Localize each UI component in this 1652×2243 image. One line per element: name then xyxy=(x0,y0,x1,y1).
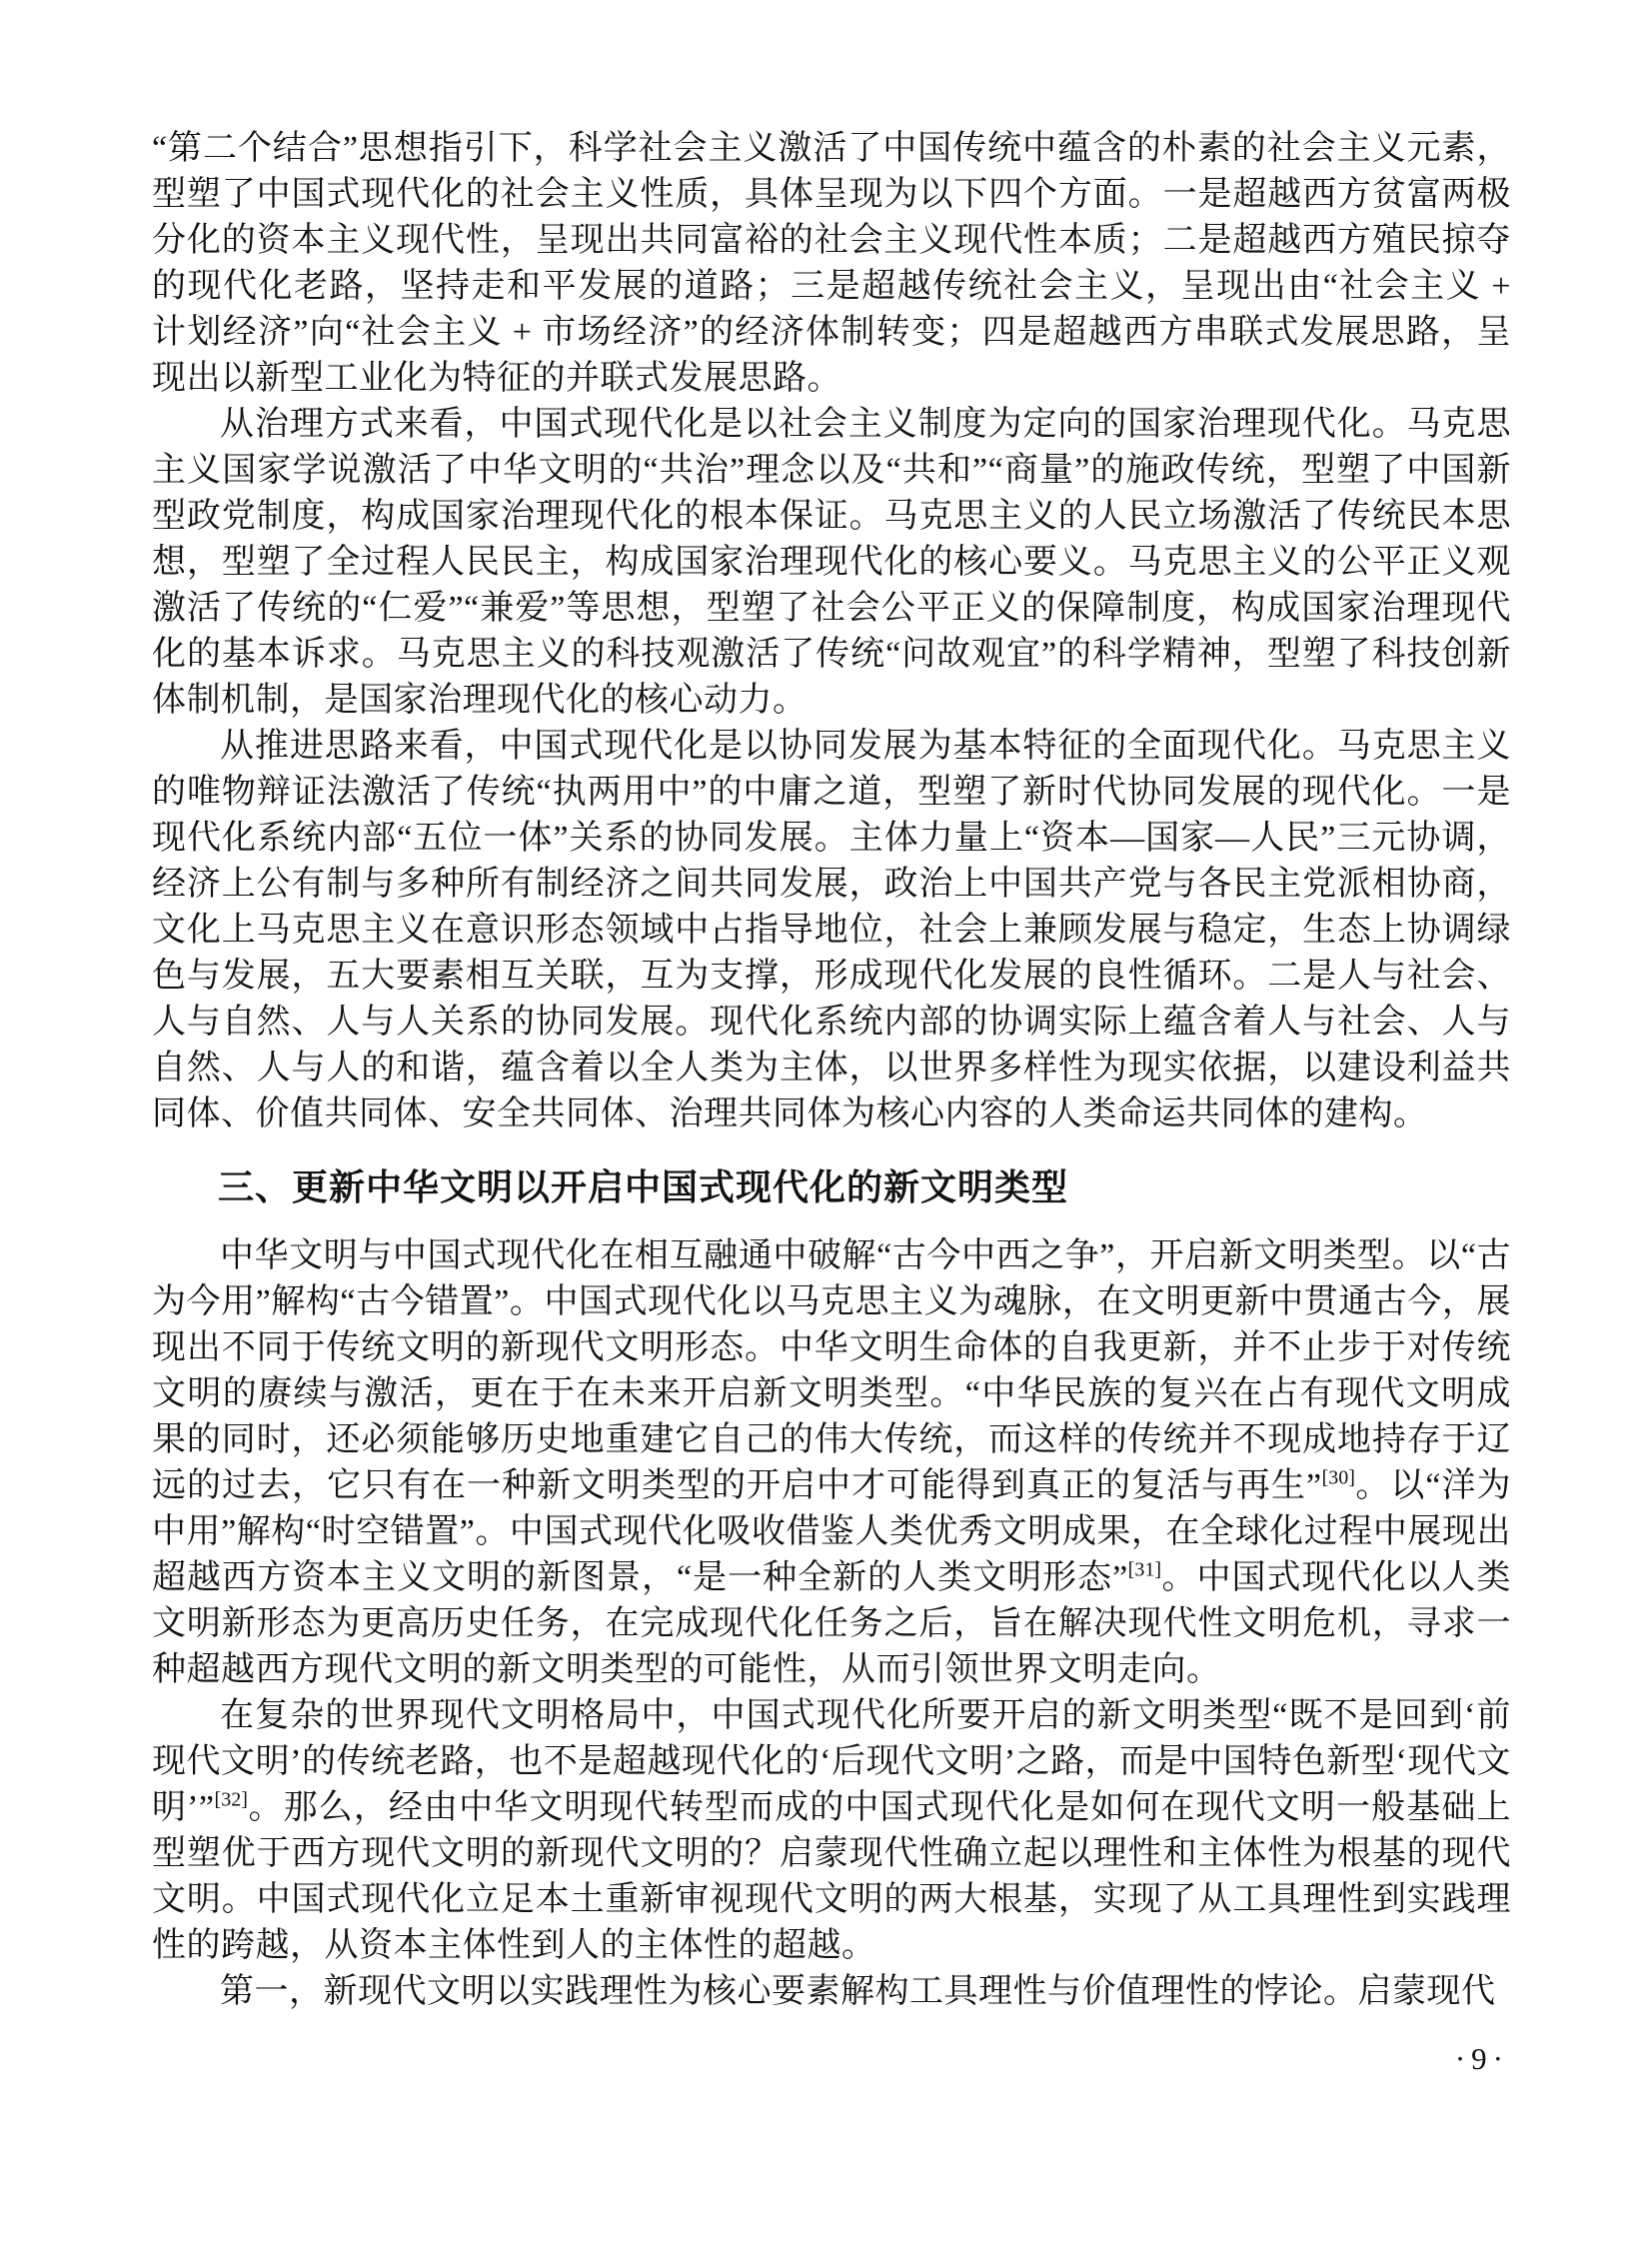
section-heading: 三、更新中华文明以开启中国式现代化的新文明类型 xyxy=(218,1166,1069,1207)
body-paragraph: 第一，新现代文明以实践理性为核心要素解构工具理性与价值理性的悖论。启蒙现代 xyxy=(220,1973,1496,2010)
paragraph-text: 。中国式现代化以人类文明新形态为更高历史任务，在完成现代化任务之后，旨在解决现代性文明危机，寻求一种超越西方现代文明的新文明类型的可能性，从而引领世界文明走向。 xyxy=(152,1559,1511,1688)
page-number: ·9· xyxy=(1454,2041,1509,2076)
body-paragraph: 从推进思路来看，中国式现代化是以协同发展为基本特征的全面现代化。马克思主义的唯物辩证法激活了传统“执两用中”的中庸之道，型塑了新时代协同发展的现代化。一是现代化系统内部“五位一体”关系的协同发展。主体力量上“资本—国家—人民”三元协调，经济上公有制与多种所有制经济之间共同发展，政治上中国共产党与各民主党派相协商，文化上马克思主义在意识形态领域中占指导地位，社会上兼顾发展与稳定，生态上协调绿色与发展，五大要素相互关联，互为支撑，形成现代化发展的良性循环。二是人与社会、人与自然、人与人关系的协同发展。现代化系统内部的协调实际上蕴含着人与社会、人与自然、人与人的和谐，蕴含着以全人类为主体，以世界多样性为现实依据，以建设利益共同体、价值共同体、安全共同体、治理共同体为核心内容的人类命运共同体的建构。 xyxy=(152,728,1511,1132)
page-text-block xyxy=(152,126,1511,2079)
paragraph-text: 在复杂的世界现代文明格局中，中国式现代化所要开启的新文明类型“既不是回到‘前现代文明’的传统老路，也不是超越现代化的‘后现代文明’之路，而是中国特色新型‘现代文明’” xyxy=(152,1697,1511,1826)
body-paragraph-continued: “第二个结合”思想指引下，科学社会主义激活了中国传统中蕴含的朴素的社会主义元素，型塑了中国式现代化的社会主义性质，具体呈现为以下四个方面。一是超越西方贫富两极分化的资本主义现代性，呈现出共同富裕的社会主义现代性本质；二是超越西方殖民掠夺的现代化老路，坚持走和平发展的道路；三是超越传统社会主义，呈现出由“社会主义 + 计划经济”向“社会主义 + 市场经济”的经济体制转变；四是超越西方串联式发展思路，呈现出以新型工业化为特征的并联式发展思路。 xyxy=(152,130,1511,397)
footnote-ref-32: [32] xyxy=(214,1788,248,1811)
paragraph-text: 。那么，经由中华文明现代转型而成的中国式现代化是如何在现代文明一般基础上型塑优于西方现代文明的新现代文明的？启蒙现代性确立起以理性和主体性为根基的现代文明。中国式现代化立足本土重新审视现代文明的两大根基，实现了从工具理性到实践理性的跨越，从资本主体性到人的主体性的超越。 xyxy=(152,1789,1511,1964)
body-paragraph xyxy=(152,1693,1511,1969)
paragraph-text: 。以“洋为中用”解构“时空错置”。中国式现代化吸收借鉴人类优秀文明成果，在全球化过程中展现出超越西方资本主义文明的新图景，“是一种全新的人类文明形态” xyxy=(152,1467,1511,1596)
body-paragraph: 从治理方式来看，中国式现代化是以社会主义制度为定向的国家治理现代化。马克思主义国家学说激活了中华文明的“共治”理念以及“共和”“商量”的施政传统，型塑了中国新型政党制度，构成国家治理现代化的根本保证。马克思主义的人民立场激活了传统民本思想，型塑了全过程人民民主，构成国家治理现代化的核心要义。马克思主义的公平正义观激活了传统的“仁爱”“兼爱”等思想，型塑了社会公平正义的保障制度，构成国家治理现代化的基本诉求。马克思主义的科技观激活了传统“问故观宜”的科学精神，型塑了科技创新体制机制，是国家治理现代化的核心动力。 xyxy=(152,406,1511,719)
body-paragraph xyxy=(152,1233,1511,1693)
footnote-ref-31: [31] xyxy=(1127,1558,1161,1581)
paragraph-text: 中华文明与中国式现代化在相互融通中破解“古今中西之争”，开启新文明类型。以“古为今用”解构“古今错置”。中国式现代化以马克思主义为魂脉，在文明更新中贯通古今，展现出不同于传统文明的新现代文明形态。中华文明生命体的自我更新，并不止步于对传统文明的赓续与激活，更在于在未来开启新文明类型。“中华民族的复兴在占有现代文明成果的同时，还必须能够历史地重建它自己的伟大传统，而这样的传统并不现成地持存于辽远的过去，它只有在一种新文明类型的开启中才可能得到真正的复活与再生” xyxy=(152,1237,1511,1504)
footnote-ref-30: [30] xyxy=(1321,1466,1355,1489)
